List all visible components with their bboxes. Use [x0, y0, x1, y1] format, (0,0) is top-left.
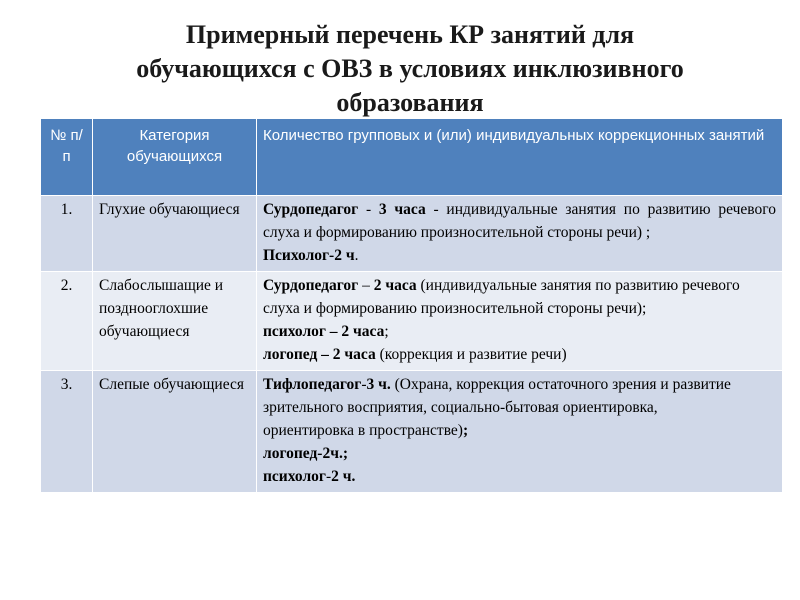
description-text: - индивидуальные занятия по развитию речевого слуха и формированию произносительной стороны речи) ;	[263, 201, 776, 241]
specialist-hours: логопед-2ч.;	[263, 445, 348, 462]
header-description: Количество групповых и (или) индивидуальных коррекционных занятий	[257, 119, 783, 196]
page-title	[40, 18, 780, 120]
hours-value: 2 ч.	[331, 468, 356, 485]
description-paragraph	[263, 320, 776, 343]
specialist-name: Тифлопедагог	[263, 376, 362, 393]
description-paragraph	[263, 198, 776, 244]
punctuation: ;	[462, 422, 469, 439]
description-paragraph	[263, 244, 776, 267]
description-text: ;	[384, 323, 389, 340]
description-text: (Охрана, коррекция остаточного зрения и развитие зрительного восприятия, социально-бытовая ориентировка,	[263, 376, 731, 416]
hours-value: 2 часа	[373, 277, 417, 294]
row-category: Слепые обучающиеся	[93, 371, 257, 493]
specialist-name: Сурдопедагог	[263, 277, 359, 294]
hours-value: 3 часа	[378, 201, 426, 218]
table-row	[41, 371, 783, 493]
title-line-3: образования	[336, 88, 484, 117]
courses-table	[40, 118, 783, 493]
hours-value: 3 ч.	[366, 376, 391, 393]
specialist-name: Сурдопедагог	[263, 201, 359, 218]
description-paragraph	[263, 465, 776, 488]
row-description	[257, 272, 783, 371]
description-paragraph	[263, 373, 776, 419]
table-row	[41, 196, 783, 272]
hours-unit: ч	[345, 247, 355, 264]
row-number: 1.	[41, 196, 93, 272]
description-paragraph	[263, 419, 776, 442]
separator-text: –	[358, 277, 374, 294]
title-line-1: Примерный перечень КР занятий для	[185, 20, 635, 49]
specialist-name: психолог	[263, 468, 326, 485]
row-description	[257, 371, 783, 493]
description-text: (коррекция и развитие речи)	[375, 346, 567, 363]
separator-text: -	[325, 468, 332, 485]
description-text: .	[354, 247, 359, 264]
header-num: № п/п	[41, 119, 93, 196]
specialist-hours: психолог – 2 часа	[263, 323, 385, 340]
row-number: 2.	[41, 272, 93, 371]
row-number: 3.	[41, 371, 93, 493]
row-category: Глухие обучающиеся	[93, 196, 257, 272]
description-paragraph	[263, 274, 776, 320]
description-text: ориентировка в пространстве)	[263, 422, 463, 439]
separator-text: -	[358, 201, 379, 218]
table-row	[41, 272, 783, 371]
specialist-name: Психолог-2	[263, 247, 342, 264]
description-text: (индивидуальные занятия по развитию речевого слуха и формированию произносительной стороны речи);	[263, 277, 740, 317]
header-category: Категория обучающихся	[93, 119, 257, 196]
row-description	[257, 196, 783, 272]
description-paragraph	[263, 343, 776, 366]
row-category: Слабослышащие и позднооглохшие обучающиеся	[93, 272, 257, 371]
title-line-2: обучающихся с ОВЗ в условиях инклюзивного	[136, 54, 684, 83]
description-paragraph	[263, 442, 776, 465]
specialist-hours: логопед – 2 часа	[263, 346, 376, 363]
table-header-row	[41, 119, 783, 196]
separator-text: -	[361, 376, 367, 393]
